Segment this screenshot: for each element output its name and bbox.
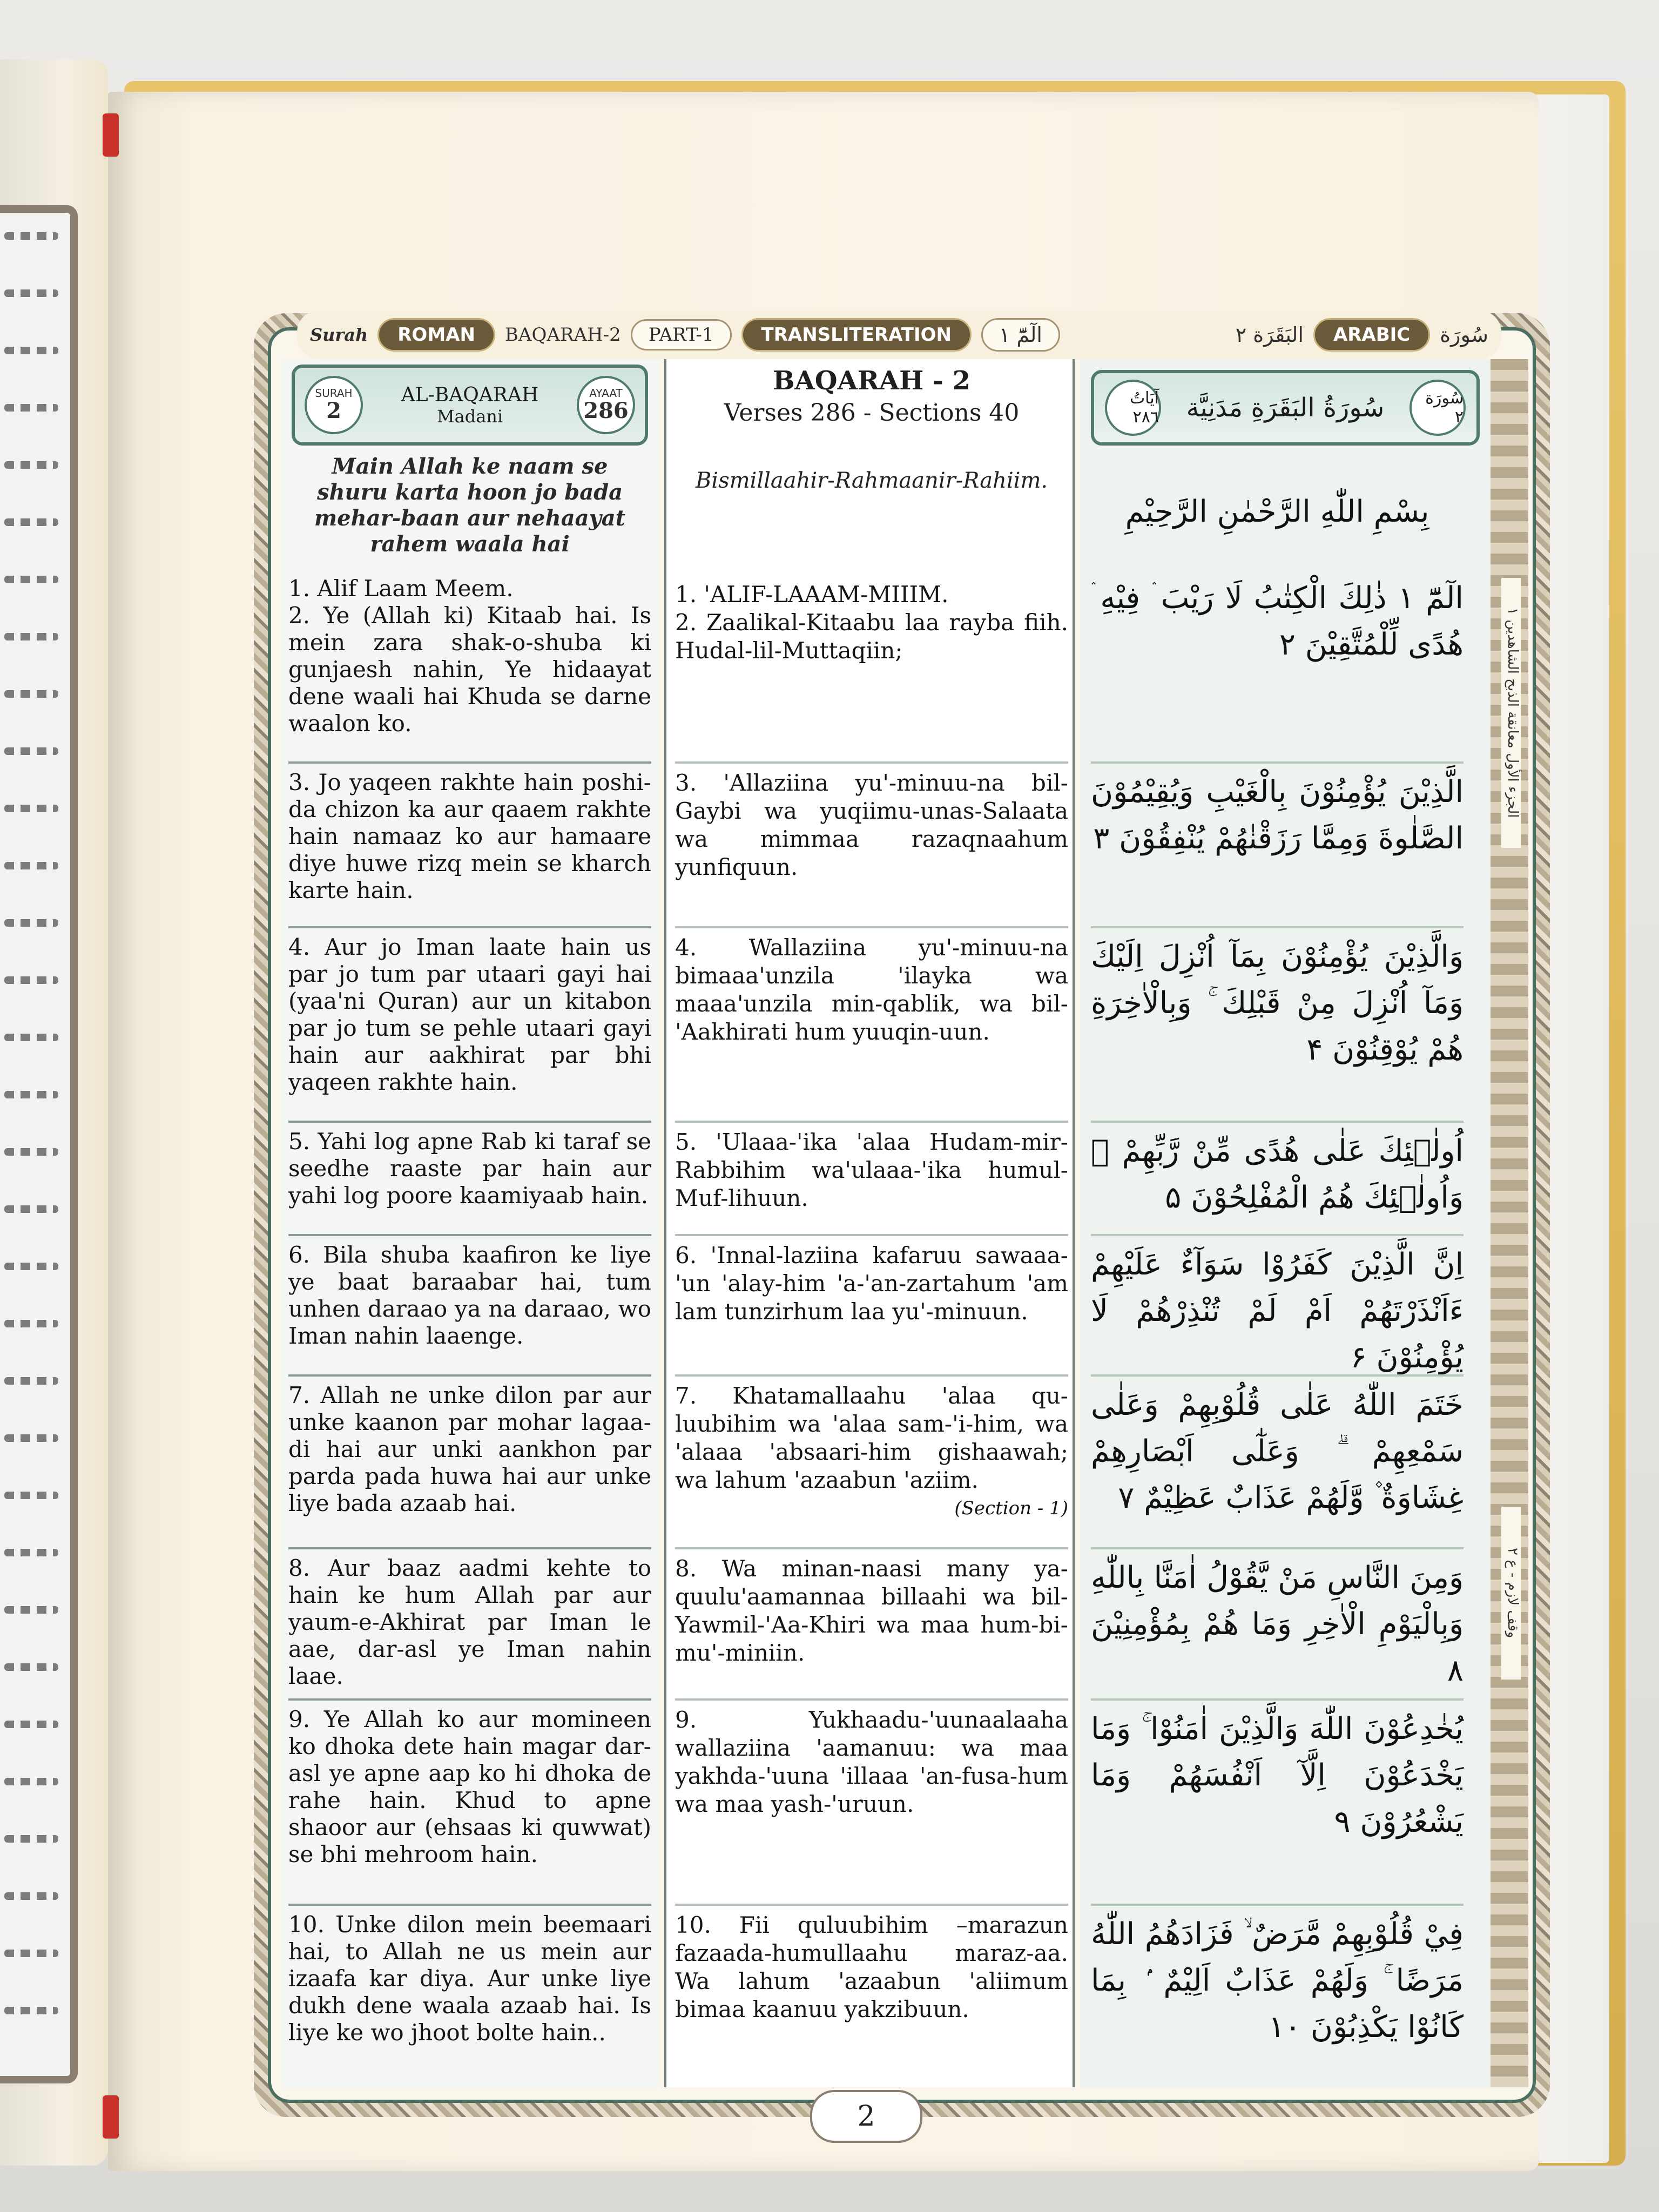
arabic-verse-10: فِيْ قُلُوْبِهِمْ مَّرَضٌ ۙ فَزَادَهُمُ اللّٰهُ مَرَضًا ۚ وَلَهُمْ عَذَابٌ اَلِيْمٌ ۢ بِمَا كَانُوْا يَكْذِبُوْنَ ۱۰ xyxy=(1091,1904,1464,2051)
trans-verse-6: 6. 'Innal-laziina kafaruu sawaaa-'un 'alay-him 'a-'an-zartahum 'am lam tunzirhum laa yu'-minuun. xyxy=(675,1234,1068,1326)
arabic-surah-name: البَقَرَة ۲ xyxy=(1235,323,1304,347)
surah-number-badge: SURAH 2 xyxy=(305,376,363,434)
section-note: (Section - 1) xyxy=(954,1498,1068,1519)
arabic-bismillah: بِسْمِ اللّٰهِ الرَّحْمٰنِ الرَّحِيْمِ xyxy=(1125,494,1429,529)
roman-verse-3: 3. Jo yaqeen rakhte hain poshi-da chizon ka aur qaaem rakhte hain namaaz ko aur hamaare diye huwe rizq mein se kharch karte hain. xyxy=(288,761,651,904)
roman-verse-7: 7. Allah ne unke dilon par aur unke kaanon par mohar lagaa-di hai aur unki aankhon par parda pada huwa hai aur unke liye bada azaab hai. xyxy=(288,1374,651,1517)
arabic-pill: ARABIC xyxy=(1313,318,1430,352)
roman-column xyxy=(281,359,659,2087)
trans-title: BAQARAH - 2 Verses 286 - Sections 40 xyxy=(666,365,1077,429)
roman-verse-9: 9. Ye Allah ko aur momineen ko dhoka dete hain magar dar-asl ye apne aap ko hi dhoka de rahe hain. Khud to apne shaoor aur (ehsaas ki quwwat) se bhi mehroom hain. xyxy=(288,1698,651,1868)
surah-code: BAQARAH-2 xyxy=(504,324,621,346)
left-facing-page xyxy=(0,59,108,2166)
trans-verse-7: 7. Khatamallaahu 'alaa qu-luubihim wa 'alaa sam-'i-him, wa 'alaaa 'absaari-him gishaawah; wa lahum 'azaabun 'aziim. (Section - 1) xyxy=(675,1374,1068,1522)
trans-verse-5: 5. 'Ulaaa-'ika 'alaa Hudam-mir-Rabbihim wa'ulaaa-'ika humul-Muf-lihuun. xyxy=(675,1121,1068,1212)
roman-verse-1-2: 1. Alif Laam Meem. 2. Ye (Allah ki) Kitaab hai. Is mein zara shak-o-shuba ki gunjaesh nahin, Ye hidaayat dene waali hai Khuda se darne waalon ko. xyxy=(288,575,651,737)
bookmark-ribbon xyxy=(103,113,119,157)
surah-name: AL-BAQARAH xyxy=(401,383,539,406)
surah-title-box xyxy=(292,365,648,446)
roman-intro: Main Allah ke naam se shuru karta hoon jo bada mehar-baan aur nehaayat rahem waala hai xyxy=(314,454,626,557)
part-label: PART-1 xyxy=(631,319,732,350)
arabic-ayaat-circle: آيَاتُ ۲۸٦ xyxy=(1105,380,1161,436)
arabic-title-box xyxy=(1091,370,1480,446)
transliteration-pill: TRANSLITERATION xyxy=(741,318,972,352)
arabic-surah-circle: سُورَة ۲ xyxy=(1410,380,1466,436)
left-page-text-fragment xyxy=(4,232,58,2064)
arabic-verse-4: وَالَّذِيْنَ يُؤْمِنُوْنَ بِمَآ اُنْزِلَ اِلَيْكَ وَمَآ اُنْزِلَ مِنْ قَبْلِكَ ۚ وَبِالْاٰخِرَةِ هُمْ يُوْقِنُوْنَ ۴ xyxy=(1091,926,1464,1073)
ayaat-count-badge: AYAAT 286 xyxy=(577,376,635,434)
trans-verse-10: 10. Fii quluubihim –marazun fazaada-humullaahu maraz-aa. Wa lahum 'azaabun 'aliimum bimaa kaanuu yakzibuun. xyxy=(675,1904,1068,2024)
side-note-juz: الجزء الأول معانقة الذبح الشاهدين ۱ xyxy=(1501,578,1521,848)
side-note-waqf: وقف لازم - ع ۲ xyxy=(1501,1507,1521,1680)
arabic-column xyxy=(1080,359,1491,2087)
roman-verse-4: 4. Aur jo Iman laate hain us par jo tum par utaari gayi hai (yaa'ni Quran) aur un kitabon par jo tum se pehle utaari gayi hain aur aakhirat par bhi yaqeen rakhte hain. xyxy=(288,926,651,1096)
arabic-verse-7: خَتَمَ اللّٰهُ عَلٰى قُلُوْبِهِمْ وَعَلٰى سَمْعِهِمْ ۗ وَعَلٰٓى اَبْصَارِهِمْ غِشَاوَةٌ ۫ وَّلَهُمْ عَذَابٌ عَظِيْمٌ ۷ xyxy=(1091,1374,1464,1521)
arabic-verse-9: يُخٰدِعُوْنَ اللّٰهَ وَالَّذِيْنَ اٰمَنُوْا ۚ وَمَا يَخْدَعُوْنَ اِلَّآ اَنْفُسَهُمْ وَمَا يَشْعُرُوْنَ ۹ xyxy=(1091,1698,1464,1845)
arabic-surah-title: سُورَةُ البَقَرَةِ مَدَنِيَّة xyxy=(1186,393,1385,423)
arabic-verse-3: الَّذِيْنَ يُؤْمِنُوْنَ بِالْغَيْبِ وَيُقِيْمُوْنَ الصَّلٰوةَ وَمِمَّا رَزَقْنٰهُمْ يُنْفِقُوْنَ ۳ xyxy=(1091,761,1464,862)
surah-type: Madani xyxy=(436,406,503,427)
trans-intro: Bismillaahir-Rahmaanir-Rahiim. xyxy=(695,468,1048,493)
arabic-verse-1-2: الٓمّٓ ۱ ذٰلِكَ الْكِتٰبُ لَا رَيْبَ ۛ فِيْهِ ۛ هُدًى لِّلْمُتَّقِيْنَ ۲ xyxy=(1091,581,1464,662)
arabic-part-label: الٓمّٓ ۱ xyxy=(981,318,1060,352)
arabic-verse-5: اُولٰۤئِكَ عَلٰى هُدًى مِّنْ رَّبِّهِمْ ۗ وَاُولٰۤئِكَ هُمُ الْمُفْلِحُوْنَ ۵ xyxy=(1091,1121,1464,1221)
trans-verse-4: 4. Wallaziina yu'-minuu-na bimaaa'unzila 'ilayka wa maaa'unzila min-qablik, wa bil-'Aakhirati hum yuuqin-uun. xyxy=(675,926,1068,1046)
quran-page xyxy=(108,92,1539,2171)
roman-verse-5: 5. Yahi log apne Rab ki taraf se seedhe raaste par hain aur yahi log poore kaamiyaab hain. xyxy=(288,1121,651,1209)
trans-verse-8: 8. Wa minan-naasi many ya-quulu'aamannaa billaahi wa bil-Yawmil-'Aa-Khiri wa maa hum-bi-mu'-miniin. xyxy=(675,1547,1068,1667)
trans-verse-9: 9. Yukhaadu-'uunaalaaha wallaziina 'aamanuu: wa maa yakhda-'uuna 'illaaa 'an-fusa-hum wa maa yash-'uruun. xyxy=(675,1698,1068,1818)
arabic-verse-8: وَمِنَ النَّاسِ مَنْ يَّقُوْلُ اٰمَنَّا بِاللّٰهِ وَبِالْيَوْمِ الْاٰخِرِ وَمَا هُمْ بِمُؤْمِنِيْنَ ۸ xyxy=(1091,1547,1464,1694)
trans-subtitle: Verses 286 - Sections 40 xyxy=(724,399,1020,427)
roman-verse-10: 10. Unke dilon mein beemaari hai, to Allah ne us mein aur izaafa kar diya. Aur unke liye dukh dene waala azaab hai. Is liye ke wo jhoot bolte hain.. xyxy=(288,1904,651,2046)
trans-verse-3: 3. 'Allaziina yu'-minuu-na bil-Gaybi wa yuqiimu-unas-Salaata wa mimmaa razaqnaahum yunfiquun. xyxy=(675,761,1068,881)
arabic-verse-6: اِنَّ الَّذِيْنَ كَفَرُوْا سَوَآءٌ عَلَيْهِمْ ءَاَنْذَرْتَهُمْ اَمْ لَمْ تُنْذِرْهُمْ لَا يُؤْمِنُوْنَ ۶ xyxy=(1091,1234,1464,1381)
transliteration-column xyxy=(664,359,1075,2087)
page-header xyxy=(297,311,1501,359)
roman-verse-8: 8. Aur baaz aadmi kehte to hain ke hum Allah par aur yaum-e-Akhirat par Iman le aae, dar-asl ye Iman nahin laae. xyxy=(288,1547,651,1690)
bookmark-ribbon-bottom xyxy=(103,2095,119,2139)
arabic-surah-word: سُورَة xyxy=(1440,323,1488,347)
surah-label: Surah xyxy=(310,325,368,345)
trans-verse-1-2: 1. 'ALIF-LAAAM-MIIIM. 2. Zaalikal-Kitaabu laa rayba fiih. Hudal-lil-Muttaqiin; xyxy=(675,581,1068,664)
roman-pill: ROMAN xyxy=(377,318,495,352)
page-number: 2 xyxy=(810,2090,922,2143)
roman-verse-6: 6. Bila shuba kaafiron ke liye ye baat baraabar hai, tum unhen daraao ya na daraao, wo Iman nahin laaenge. xyxy=(288,1234,651,1350)
